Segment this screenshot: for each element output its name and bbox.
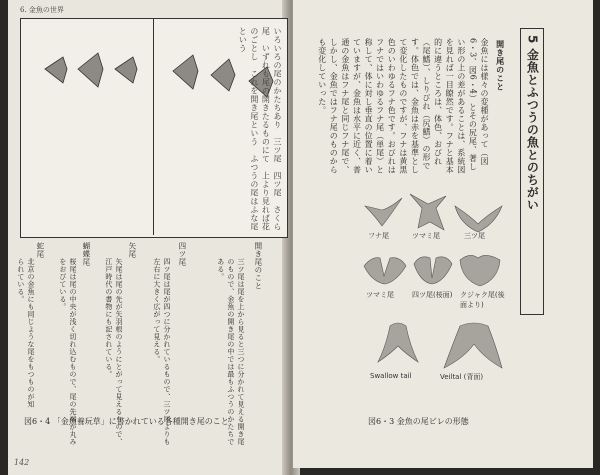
column-text-3: 矢尾は尾の先が矢羽根のようにとがって見えるもので、江戸時代の書物にも記されている。 [104, 258, 123, 446]
tail-label-kujaku: クジャク尾(後面より) [460, 291, 505, 309]
right-figure-caption: 図6・3 金魚の尾ビレの形態 [368, 417, 469, 426]
chapter-title: 5 金魚とふつうの魚とのちがい [525, 35, 540, 212]
section-head: 開き尾のこと [495, 40, 505, 91]
tail-fin-figure [360, 186, 510, 401]
column-head-4: 蝴蝶尾 [81, 242, 91, 266]
running-head: 6. 金魚の世界 [20, 6, 64, 14]
page-number: 142 [14, 458, 30, 467]
column-head-1: 開き尾のこと [253, 242, 263, 290]
tail-label-veiltal: Veiltal (背面) [440, 373, 484, 381]
column-head-3: 矢尾 [127, 242, 137, 258]
scan-text: いろいろの尾のかたちあり 三ツ尾 四ツ尾 さくら尾 いずれも尾の開きたるものにて 上より見れば花のごとし これを開き尾という ふつうの尾はふな尾という [238, 27, 282, 231]
tail-label-mitsu: 三ツ尾 [464, 232, 485, 240]
tail-label-funa: フナ尾 [368, 232, 389, 240]
column-text-4: 桜尾は尾の中央が浅く切れ込むもので、尾の先端が丸みをおびている。 [58, 258, 77, 446]
column-text-2: 四ツ尾は尾が四つに分かれているもので、三ツ尾よりも左右に大きく広がって見える。 [152, 258, 171, 446]
historical-scan-figure [20, 18, 288, 238]
tail-label-swallow: Swallow tail [370, 372, 412, 380]
column-text-1: 三ツ尾は尾を上から見ると三つに分かれて見える開き尾のもので、金魚の開き尾の中では最もふつうのかたちである。 [216, 258, 245, 446]
column-head-2: 四ツ尾 [177, 242, 187, 266]
left-figure-caption: 図6・4 「金魚養玩草」に書かれている各種開き尾のこと [24, 417, 229, 426]
chapter-title-box [520, 28, 544, 315]
right-body-text: 金魚には様々の変種があって（図6・3、図6・4）とその尻尾、著しい形の上の差があることは、系統図を見れば一目瞭然です。フナと基本的に違うところは、体色、おびれ（尾鰭）、しりびれ（尻鰭）の形です。体色では、金魚は赤を基準として変化したものですが、フナは黄黒色のいわゆるフナ色です。おびれはフナではいわゆるフナ尾（単尾）と称して、体に対し垂直の位置に着いていますが、金魚は水平に近く、普通の金魚はフナ尾と同じフナ尾で、しかし、金魚ではフナ尾のものからも変化していった。 [317, 38, 489, 174]
tail-label-tsumami-2: ツマミ尾 [366, 291, 394, 299]
column-head-5: 蛇尾 [35, 242, 45, 258]
tail-label-tsumami: ツマミ尾 [412, 232, 440, 240]
column-text-5: 北京の金魚にも同じような尾をもつものが知られている。 [16, 258, 35, 408]
tail-label-yotsu: 四ツ尾(桜面) [412, 291, 453, 299]
